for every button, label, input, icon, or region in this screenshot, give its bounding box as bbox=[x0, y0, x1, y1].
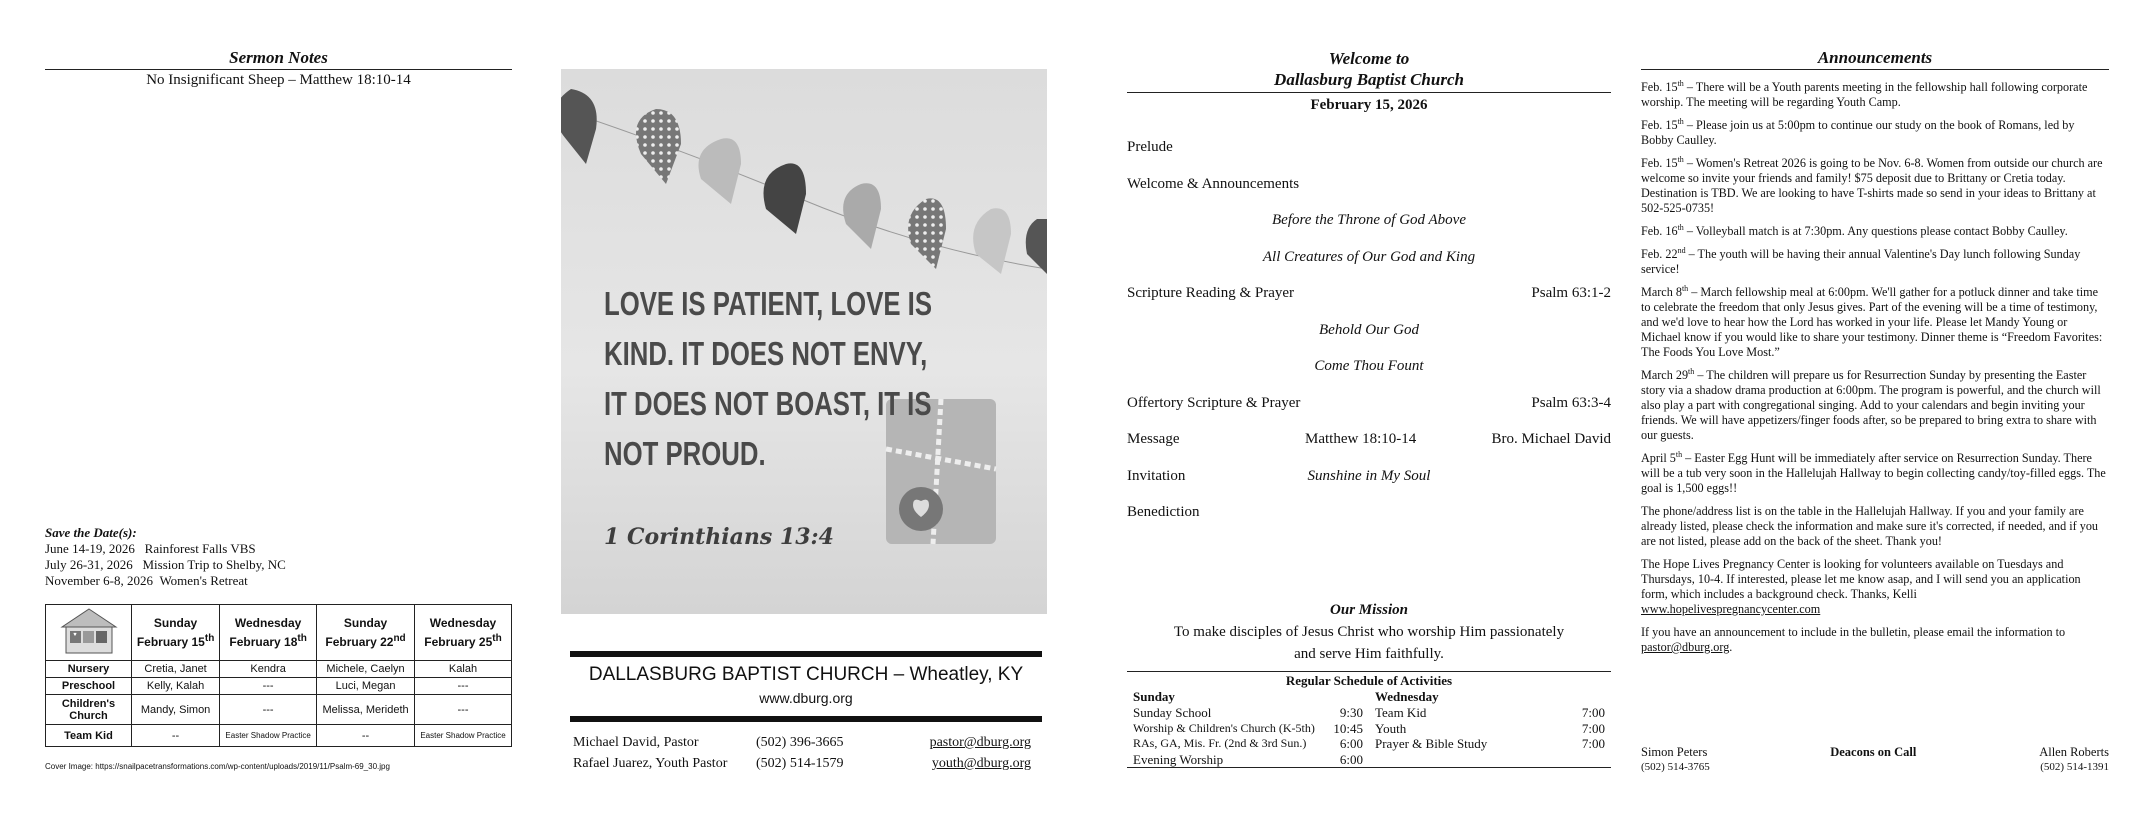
table-row bbox=[46, 695, 512, 725]
sermon-notes-panel bbox=[45, 48, 512, 788]
hymn-title: Behold Our God bbox=[1319, 322, 1419, 338]
save-dates-heading: Save the Date(s): bbox=[45, 525, 137, 540]
service-item-label: Offertory Scripture & Prayer bbox=[1127, 395, 1301, 411]
activity-name: Team Kid bbox=[1375, 705, 1427, 720]
table-row bbox=[46, 661, 512, 678]
announcement-item bbox=[1641, 504, 2109, 549]
announcement-date: Feb. 15 bbox=[1641, 156, 1678, 170]
pastor-email-link[interactable]: pastor@dburg.org bbox=[1641, 640, 1730, 654]
schedule-column-header bbox=[132, 605, 220, 661]
welcome-panel bbox=[1127, 48, 1611, 114]
table-cell: Easter Shadow Practice bbox=[220, 725, 317, 747]
activity-time: 10:45 bbox=[1333, 720, 1363, 736]
save-date-event: Women's Retreat bbox=[159, 573, 248, 588]
announcement-text: – Women's Retreat 2026 is going to be Nov. 6-8. Women from outside our church are welcome so invite your friends and family! $75 deposit due to Brittany or Cretia today. Destination is TBD. We are looking to have T-shirts made so send in your ideas to Brittany at 502-525-0735! bbox=[1641, 156, 2103, 215]
scripture-reference: Psalm 63:1-2 bbox=[1531, 285, 1611, 301]
announcements-panel bbox=[1641, 48, 2109, 70]
table-cell: --- bbox=[415, 678, 512, 695]
quote-line: LOVE IS PATIENT, LOVE IS bbox=[604, 285, 933, 322]
welcome-line: Welcome to bbox=[1328, 49, 1410, 68]
list-item bbox=[1375, 721, 1605, 737]
church-logo-cell bbox=[46, 605, 132, 661]
column-day: Wednesday bbox=[234, 615, 302, 630]
mission-statement bbox=[1127, 599, 1611, 665]
table-cell: Mandy, Simon bbox=[132, 695, 220, 725]
divider-bar bbox=[570, 716, 1042, 722]
date-suffix: th bbox=[1675, 449, 1683, 459]
save-date-item bbox=[45, 541, 286, 557]
staff-phone: (502) 396-3665 bbox=[756, 735, 844, 750]
date-suffix: nd bbox=[1677, 245, 1686, 255]
announcement-item bbox=[1641, 285, 2109, 360]
date-suffix: th bbox=[1677, 78, 1684, 88]
announcements-heading: Announcements bbox=[1641, 48, 2109, 70]
sunday-column bbox=[1127, 689, 1369, 767]
list-item bbox=[1133, 721, 1363, 737]
church-logo-icon bbox=[58, 607, 120, 655]
activity-time: 7:00 bbox=[1581, 705, 1605, 720]
speaker-name: Bro. Michael David bbox=[1491, 431, 1611, 447]
list-item bbox=[1133, 705, 1363, 721]
quote-line: IT DOES NOT BOAST, IT IS bbox=[604, 385, 932, 422]
announcement-date: Feb. 15 bbox=[1641, 80, 1678, 94]
list-item bbox=[1133, 736, 1363, 752]
schedule-column-header bbox=[415, 605, 512, 661]
activity-name: RAs, GA, Mis. Fr. (2nd & 3rd Sun.) bbox=[1133, 736, 1307, 750]
row-label: Children's Church bbox=[46, 695, 132, 725]
row-label: Nursery bbox=[46, 661, 132, 678]
save-date-date: November 6-8, 2026 bbox=[45, 573, 153, 588]
church-title: Dallasburg Baptist Church bbox=[1274, 70, 1464, 89]
deacon-right-phone: (502) 514-1391 bbox=[2040, 761, 2109, 773]
volunteer-schedule-table bbox=[45, 604, 512, 747]
table-cell: --- bbox=[220, 695, 317, 725]
divider-bar bbox=[570, 651, 1042, 657]
announcement-text: The phone/address list is on the table in the Hallelujah Hallway. If you and your family are already listed, please check the information and make sure it's corrected, if needed, and if you are not listed, please add on the back of the sheet. Thank you! bbox=[1641, 504, 2099, 548]
wednesday-heading: Wednesday bbox=[1375, 689, 1439, 704]
table-cell: Easter Shadow Practice bbox=[415, 725, 512, 747]
announcement-text: The Hope Lives Pregnancy Center is looking for volunteers available on Tuesdays and Thursdays, 10-4. If interested, please let me know asap, and I will send you an application form, which includes a background check. Thanks, Kelli bbox=[1641, 557, 2081, 601]
church-website[interactable]: www.dburg.org bbox=[759, 690, 853, 706]
list-item bbox=[1133, 752, 1363, 768]
save-date-date: July 26-31, 2026 bbox=[45, 557, 133, 572]
announcement-text: – There will be a Youth parents meeting in the fellowship hall following corporate worship. The meeting will be regarding Youth Camp. bbox=[1641, 80, 2088, 109]
date-suffix: th bbox=[1681, 283, 1689, 293]
service-item-label: Benediction bbox=[1127, 504, 1200, 520]
activity-time: 7:00 bbox=[1581, 736, 1605, 751]
hymn-title: All Creatures of Our God and King bbox=[1262, 249, 1476, 265]
row-label: Preschool bbox=[46, 678, 132, 695]
announcement-item bbox=[1641, 80, 2109, 110]
table-row bbox=[46, 678, 512, 695]
staff-name: Michael David, Pastor bbox=[573, 735, 699, 750]
column-date-suffix: th bbox=[204, 632, 215, 644]
table-cell: Luci, Megan bbox=[317, 678, 415, 695]
column-date: February 18 bbox=[229, 634, 298, 649]
activity-name: Evening Worship bbox=[1133, 751, 1224, 767]
service-item-label: Invitation bbox=[1127, 468, 1186, 484]
hymn-title: Come Thou Fount bbox=[1314, 358, 1424, 374]
service-item-label: Scripture Reading & Prayer bbox=[1127, 285, 1295, 301]
table-row bbox=[46, 725, 512, 747]
announcement-item bbox=[1641, 368, 2109, 443]
mission-line: To make disciples of Jesus Christ who worship Him passionately bbox=[1173, 624, 1565, 640]
announcement-text: – March fellowship meal at 6:00pm. We'll gather for a potluck dinner and take time to celebrate the freedom that only Jesus gives. Part of the evening will be a time of testimony, and we'd love to hear how the Lord has worked in your life. Please let Mandy Young or Michael know if you would like to share your testimony. Dinner theme is “Freedom Favorites: The Foods You Love Most.” bbox=[1641, 285, 2103, 359]
date-suffix: th bbox=[1677, 154, 1684, 164]
sermon-subtitle: No Insignificant Sheep – Matthew 18:10-14 bbox=[146, 72, 411, 88]
table-cell: Cretia, Janet bbox=[132, 661, 220, 678]
staff-row bbox=[573, 732, 1031, 753]
table-cell: -- bbox=[132, 725, 220, 747]
announcement-text: – Please join us at 5:00pm to continue our study on the book of Romans, led by Bobby Caulley. bbox=[1641, 118, 2075, 147]
announcement-text: – Easter Egg Hunt will be immediately after service on Resurrection Sunday. There will be a tub very soon in the Hallelujah Hallway to begin collecting candy/toy-filled eggs. The goal is 1,500 eggs!! bbox=[1641, 451, 2106, 495]
column-date: February 15 bbox=[136, 634, 205, 649]
table-cell: Michele, Caelyn bbox=[317, 661, 415, 678]
announcement-item bbox=[1641, 224, 2109, 239]
cover-quote bbox=[604, 279, 932, 479]
regular-schedule-heading: Regular Schedule of Activities bbox=[1285, 673, 1453, 688]
cover-image bbox=[561, 69, 1047, 614]
church-name: DALLASBURG BAPTIST CHURCH – Wheatley, KY bbox=[588, 664, 1024, 685]
mission-line: and serve Him faithfully. bbox=[1294, 646, 1444, 662]
announcement-date: April 5 bbox=[1641, 451, 1676, 465]
date-suffix: th bbox=[1688, 366, 1695, 376]
service-item-label: Message bbox=[1127, 431, 1180, 447]
row-label: Team Kid bbox=[46, 725, 132, 747]
deacon-left-name: Simon Peters bbox=[1641, 745, 1708, 759]
schedule-column-header bbox=[317, 605, 415, 661]
activity-name: Youth bbox=[1375, 720, 1407, 736]
column-date-suffix: th bbox=[297, 632, 307, 644]
staff-email-link[interactable]: youth@dburg.org bbox=[931, 756, 1031, 771]
column-date: February 22 bbox=[325, 634, 394, 649]
announcement-item bbox=[1641, 118, 2109, 148]
column-day: Sunday bbox=[153, 615, 198, 630]
announcement-date: March 29 bbox=[1641, 368, 1689, 382]
activity-name: Worship & Children's Church (K-5th) bbox=[1133, 720, 1315, 735]
sermon-notes-heading: Sermon Notes bbox=[45, 48, 512, 70]
service-date: February 15, 2026 bbox=[1127, 92, 1611, 114]
sermon-passage: Matthew 18:10-14 bbox=[1305, 431, 1417, 447]
staff-name: Rafael Juarez, Youth Pastor bbox=[573, 756, 728, 771]
table-cell: Kendra bbox=[220, 661, 317, 678]
activity-time: 7:00 bbox=[1581, 720, 1605, 736]
announcement-item bbox=[1641, 247, 2109, 277]
list-item bbox=[1375, 736, 1605, 752]
table-cell: --- bbox=[220, 678, 317, 695]
activity-name: Prayer & Bible Study bbox=[1375, 736, 1488, 751]
column-day: Sunday bbox=[343, 615, 388, 630]
announcement-item bbox=[1641, 557, 2109, 617]
deacons-heading: Deacons on Call bbox=[1830, 745, 1917, 759]
hymn-title: Sunshine in My Soul bbox=[1307, 468, 1431, 484]
table-cell: --- bbox=[415, 695, 512, 725]
date-suffix: th bbox=[1677, 222, 1684, 232]
announcement-item bbox=[1641, 451, 2109, 496]
save-date-item bbox=[45, 557, 286, 573]
announcement-text: – The children will prepare us for Resurrection Sunday by presenting the Easter story via a shadow drama production at 6:00pm. The program is powerful, and the church will also play a part with congregational singing. Add to your calendars and begin inviting your friends. We will have appetizers/finger foods after, so be prepared to bring extra to share with our guests. bbox=[1641, 368, 2101, 442]
column-day: Wednesday bbox=[429, 615, 497, 630]
announcement-date: March 8 bbox=[1641, 285, 1682, 299]
save-date-date: June 14-19, 2026 bbox=[45, 541, 135, 556]
table-cell: -- bbox=[317, 725, 415, 747]
service-item-label: Prelude bbox=[1127, 139, 1173, 155]
announcement-text: – Volleyball match is at 7:30pm. Any questions please contact Bobby Caulley. bbox=[1683, 224, 2068, 238]
column-date-suffix: th bbox=[492, 632, 502, 644]
quote-line: NOT PROUD. bbox=[604, 435, 766, 472]
announcement-date: Feb. 15 bbox=[1641, 118, 1678, 132]
save-the-dates bbox=[45, 525, 286, 589]
activity-time: 6:00 bbox=[1339, 736, 1363, 751]
table-cell: Kelly, Kalah bbox=[132, 678, 220, 695]
activity-time: 6:00 bbox=[1339, 751, 1363, 767]
deacons-on-call bbox=[1641, 745, 2109, 775]
announcement-text: – The youth will be having their annual Valentine's Day lunch following Sunday service! bbox=[1641, 247, 2081, 276]
scripture-reference: Psalm 63:3-4 bbox=[1531, 395, 1611, 411]
announcement-text: If you have an announcement to include in the bulletin, please email the information to bbox=[1641, 625, 2066, 639]
wednesday-column bbox=[1369, 689, 1611, 767]
quote-line: KIND. IT DOES NOT ENVY, bbox=[604, 335, 928, 372]
announcement-date: Feb. 16 bbox=[1641, 224, 1678, 238]
sunday-heading: Sunday bbox=[1133, 689, 1175, 704]
mission-heading: Our Mission bbox=[1330, 602, 1408, 618]
deacon-left-phone: (502) 514-3765 bbox=[1641, 761, 1710, 773]
date-suffix: th bbox=[1677, 116, 1684, 126]
schedule-column-header bbox=[220, 605, 317, 661]
save-date-event: Mission Trip to Shelby, NC bbox=[142, 557, 286, 572]
cover-image-credit: Cover Image: https://snailpacetransformations.com/wp-content/uploads/2019/11/Psalm-69_30.jpg bbox=[45, 762, 390, 771]
announcement-date: Feb. 22 bbox=[1641, 247, 1678, 261]
cover-reference: 1 Corinthians 13:4 bbox=[604, 524, 834, 550]
column-date-suffix: nd bbox=[393, 632, 406, 644]
activity-time: 9:30 bbox=[1339, 705, 1363, 720]
activity-name: Sunday School bbox=[1133, 705, 1212, 720]
announcement-item bbox=[1641, 156, 2109, 216]
column-date: February 25 bbox=[424, 634, 493, 649]
pregnancy-center-link[interactable]: www.hopelivespregnancycenter.com bbox=[1641, 602, 1821, 616]
staff-phone: (502) 514-1579 bbox=[756, 756, 844, 771]
save-date-item bbox=[45, 573, 286, 589]
announcements-list bbox=[1641, 80, 2109, 663]
table-cell: Melissa, Merideth bbox=[317, 695, 415, 725]
deacon-right-name: Allen Roberts bbox=[2039, 745, 2109, 759]
staff-email-link[interactable]: pastor@dburg.org bbox=[929, 735, 1031, 750]
staff-list bbox=[573, 732, 1031, 774]
announcement-item: If you have an announcement to include in the bulletin, please email the information to pastor@dburg.org. bbox=[1641, 625, 2066, 654]
regular-schedule bbox=[1127, 671, 1611, 768]
service-item-label: Welcome & Announcements bbox=[1127, 176, 1300, 192]
hymn-title: Before the Throne of God Above bbox=[1272, 212, 1466, 228]
save-date-event: Rainforest Falls VBS bbox=[144, 541, 256, 556]
staff-row bbox=[573, 753, 1031, 774]
list-item bbox=[1375, 705, 1605, 721]
table-cell: Kalah bbox=[415, 661, 512, 678]
